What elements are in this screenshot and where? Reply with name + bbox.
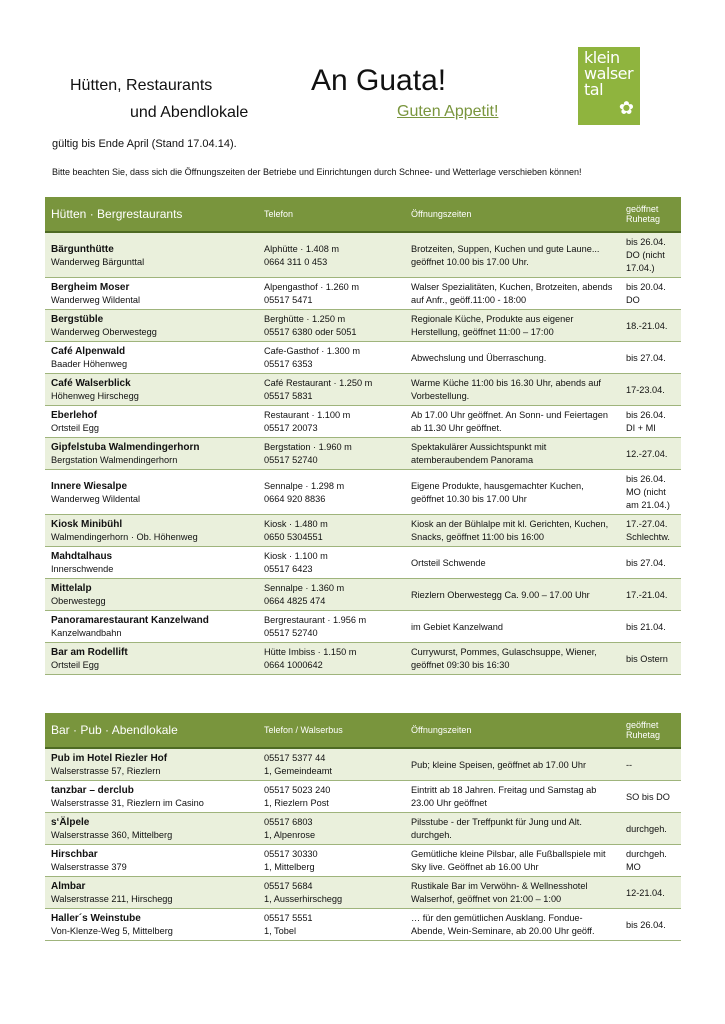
table-row xyxy=(45,781,681,813)
page-subtitle[interactable]: Guten Appetit! xyxy=(397,103,499,120)
hours-cell: Riezlern Oberwestegg Ca. 9.00 – 17.00 Uhr xyxy=(405,579,620,611)
open-cell: 12.-27.04. xyxy=(620,438,681,470)
venue-name: Kiosk Minibühl xyxy=(51,519,123,530)
venue-cell xyxy=(45,515,258,547)
open-cell: 17.-21.04. xyxy=(620,579,681,611)
venue-type: Restaurant · 1.100 m xyxy=(264,410,351,420)
phone-number: 0664 920 8836 xyxy=(264,493,326,504)
venue-type: Alpengasthof · 1.260 m xyxy=(264,282,359,292)
table-row xyxy=(45,438,681,470)
venue-location: Walserstrasse 379 xyxy=(51,862,127,872)
table-row xyxy=(45,232,681,278)
phone-cell xyxy=(258,611,405,643)
open-cell: SO bis DO xyxy=(620,781,681,813)
phone-cell xyxy=(258,877,405,909)
open-cell: bis 20.04. DO xyxy=(620,278,681,310)
venue-cell xyxy=(45,438,258,470)
phone-cell xyxy=(258,845,405,877)
venue-name: Gipfelstuba Walmendingerhorn xyxy=(51,442,200,453)
venue-type: Alphütte · 1.408 m xyxy=(264,243,340,254)
col-header-hours: Öffnungszeiten xyxy=(405,197,620,232)
hours-cell: Gemütliche kleine Pilsbar, alle Fußballspiele mit Sky live. Geöffnet ab 16.00 Uhr xyxy=(405,845,620,877)
hours-cell: Eintritt ab 18 Jahren. Freitag und Samstag ab 23.00 Uhr geöffnet xyxy=(405,781,620,813)
venue-type: Berghütte · 1.250 m xyxy=(264,314,346,324)
venue-location: Wanderweg Wildental xyxy=(51,295,141,305)
phone-number: 0650 5304551 xyxy=(264,532,323,542)
venue-cell xyxy=(45,748,258,781)
open-cell: 18.-21.04. xyxy=(620,310,681,342)
venue-name: Bergstüble xyxy=(51,314,104,325)
phone-number: 05517 5471 xyxy=(264,295,313,305)
open-cell: durchgeh. xyxy=(620,813,681,845)
venue-name: Pub im Hotel Riezler Hof xyxy=(51,753,168,764)
venue-type: 05517 30330 xyxy=(264,849,318,859)
venue-location: Walserstrasse 211, Hirschegg xyxy=(51,894,173,904)
venue-location: Walserstrasse 360, Mittelberg xyxy=(51,830,173,840)
open-cell: bis 27.04. xyxy=(620,547,681,579)
hours-cell: Eigene Produkte, hausgemachter Kuchen, geöffnet 10.30 bis 17.00 Uhr xyxy=(405,470,620,515)
hours-cell: Kiosk an der Bühlalpe mit kl. Gerichten, Kuchen, Snacks, geöffnet 11:00 bis 16:00 xyxy=(405,515,620,547)
hours-cell: Brotzeiten, Suppen, Kuchen und gute Laune... geöffnet 10.00 bis 17.00 Uhr. xyxy=(405,232,620,278)
hours-cell: Currywurst, Pommes, Gulaschsuppe, Wiener, geöffnet 09:30 bis 16:30 xyxy=(405,643,620,675)
venue-cell xyxy=(45,845,258,877)
venue-cell xyxy=(45,470,258,515)
venue-location: Ortsteil Egg xyxy=(51,423,99,433)
col-header-phone: Telefon / Walserbus xyxy=(258,713,405,748)
table-row xyxy=(45,278,681,310)
venue-location: Walserstrasse 31, Riezlern im Casino xyxy=(51,798,204,808)
hours-cell: Regionale Küche, Produkte aus eigener Herstellung, geöffnet 11:00 – 17:00 xyxy=(405,310,620,342)
phone-cell xyxy=(258,310,405,342)
venue-location: Walserstrasse 57, Riezlern xyxy=(51,766,161,776)
venue-type: 05517 6803 xyxy=(264,817,313,827)
venue-name: Hirschbar xyxy=(51,849,98,860)
phone-cell xyxy=(258,406,405,438)
venue-cell xyxy=(45,374,258,406)
venue-cell xyxy=(45,406,258,438)
phone-cell xyxy=(258,470,405,515)
venue-type: Bergrestaurant · 1.956 m xyxy=(264,615,367,625)
table-row xyxy=(45,579,681,611)
notice-text: Bitte beachten Sie, dass sich die Öffnungszeiten der Betriebe und Einrichtungen durch Schnee- und Wetterlage verschieben können! xyxy=(52,167,582,177)
venue-type: Café Restaurant · 1.250 m xyxy=(264,378,373,388)
venue-location: Höhenweg Hirschegg xyxy=(51,391,139,401)
table-row xyxy=(45,611,681,643)
phone-cell xyxy=(258,278,405,310)
open-cell: -- xyxy=(620,748,681,781)
table-row xyxy=(45,374,681,406)
hours-cell: Warme Küche 11:00 bis 16.30 Uhr, abends auf Vorbestellung. xyxy=(405,374,620,406)
logo-line2: walser xyxy=(584,64,634,83)
phone-cell xyxy=(258,781,405,813)
phone-number: 1, Tobel xyxy=(264,926,297,936)
hours-cell: im Gebiet Kanzelwand xyxy=(405,611,620,643)
phone-cell xyxy=(258,909,405,941)
header-line1: Hütten, Restaurants xyxy=(70,77,213,94)
venue-cell xyxy=(45,579,258,611)
hours-cell: Pub; kleine Speisen, geöffnet ab 17.00 Uhr xyxy=(405,748,620,781)
phone-number: 05517 52740 xyxy=(264,455,318,465)
col-header-phone: Telefon xyxy=(258,197,405,232)
venue-type: Bergstation · 1.960 m xyxy=(264,442,352,452)
phone-number: 05517 6353 xyxy=(264,359,313,369)
table-row xyxy=(45,342,681,374)
phone-number: 1, Gemeindeamt xyxy=(264,766,332,776)
venue-cell xyxy=(45,232,258,278)
phone-cell xyxy=(258,342,405,374)
venue-cell xyxy=(45,813,258,845)
hours-cell: Ab 17.00 Uhr geöffnet. An Sonn- und Feiertagen ab 11.30 Uhr geöffnet. xyxy=(405,406,620,438)
phone-cell xyxy=(258,438,405,470)
open-cell: bis Ostern xyxy=(620,643,681,675)
table-row xyxy=(45,845,681,877)
venue-type: Sennalpe · 1.298 m xyxy=(264,480,345,491)
table-row xyxy=(45,547,681,579)
phone-number: 0664 4825 474 xyxy=(264,596,326,606)
col-header-name: Bar · Pub · Abendlokale xyxy=(45,713,258,748)
venue-location: Walmendingerhorn · Ob. Höhenweg xyxy=(51,532,198,542)
table-header-row xyxy=(45,713,681,748)
venue-name: Bar am Rodellift xyxy=(51,647,128,658)
venue-type: 05517 5684 xyxy=(264,881,313,891)
venue-location: Oberwestegg xyxy=(51,596,106,606)
phone-cell xyxy=(258,579,405,611)
open-cell: bis 26.04. DO (nicht 17.04.) xyxy=(620,232,681,278)
phone-number: 05517 5831 xyxy=(264,391,313,401)
venue-type: 05517 5023 240 xyxy=(264,785,331,795)
table-row xyxy=(45,515,681,547)
phone-cell xyxy=(258,374,405,406)
phone-number: 05517 52740 xyxy=(264,628,318,638)
open-cell: bis 21.04. xyxy=(620,611,681,643)
open-cell: bis 26.04. xyxy=(620,909,681,941)
venue-location: Ortsteil Egg xyxy=(51,660,99,670)
venue-type: 05517 5377 44 xyxy=(264,753,326,763)
venue-name: Eberlehof xyxy=(51,410,98,421)
huts-table xyxy=(45,197,681,675)
hours-cell: Ortsteil Schwende xyxy=(405,547,620,579)
venue-location: Wanderweg Oberwestegg xyxy=(51,327,157,337)
venue-name: s‘Älpele xyxy=(51,817,90,828)
phone-number: 1, Riezlern Post xyxy=(264,798,329,808)
table-row xyxy=(45,310,681,342)
page-title: An Guata! xyxy=(311,64,447,97)
venue-cell xyxy=(45,611,258,643)
venue-cell xyxy=(45,310,258,342)
venue-name: Panoramarestaurant Kanzelwand xyxy=(51,615,209,626)
logo-line1: klein xyxy=(584,48,620,67)
phone-cell xyxy=(258,643,405,675)
open-cell: bis 26.04. MO (nicht am 21.04.) xyxy=(620,470,681,515)
venue-cell xyxy=(45,342,258,374)
phone-cell xyxy=(258,813,405,845)
venue-location: Innerschwende xyxy=(51,564,114,574)
phone-number: 05517 6380 oder 5051 xyxy=(264,327,357,337)
venue-cell xyxy=(45,781,258,813)
phone-cell xyxy=(258,232,405,278)
table-row xyxy=(45,643,681,675)
phone-number: 1, Mittelberg xyxy=(264,862,315,872)
edelweiss-icon: ✿ xyxy=(618,98,634,119)
venue-name: Café Walserblick xyxy=(51,378,131,389)
venue-type: Kiosk · 1.480 m xyxy=(264,519,328,529)
logo-line3: tal xyxy=(584,80,604,99)
venue-type: Hütte Imbiss · 1.150 m xyxy=(264,647,357,657)
venue-cell xyxy=(45,877,258,909)
venue-location: Wanderweg Wildental xyxy=(51,493,141,504)
phone-number: 1, Ausserhirschegg xyxy=(264,894,343,904)
hours-cell: Pilsstube - der Treffpunkt für Jung und Alt. durchgeh. xyxy=(405,813,620,845)
venue-name: Innere Wiesalpe xyxy=(51,480,128,492)
bars-table xyxy=(45,713,681,941)
venue-name: Almbar xyxy=(51,881,86,892)
validity-text: gültig bis Ende April (Stand 17.04.14). xyxy=(52,138,237,150)
table-row xyxy=(45,748,681,781)
venue-type: Kiosk · 1.100 m xyxy=(264,551,328,561)
hours-cell: Walser Spezialitäten, Kuchen, Brotzeiten, abends auf Anfr., geöff.11:00 - 18:00 xyxy=(405,278,620,310)
col-header-hours: Öffnungszeiten xyxy=(405,713,620,748)
hours-cell: Abwechslung und Überraschung. xyxy=(405,342,620,374)
venue-name: Mittelalp xyxy=(51,583,92,594)
phone-number: 1, Alpenrose xyxy=(264,830,316,840)
hours-cell: … für den gemütlichen Ausklang. Fondue-Abende, Wein-Seminare, ab 20.00 Uhr geöff. xyxy=(405,909,620,941)
table-row xyxy=(45,406,681,438)
open-cell: 12-21.04. xyxy=(620,877,681,909)
venue-name: Café Alpenwald xyxy=(51,346,126,357)
venue-name: Haller´s Weinstube xyxy=(51,913,141,924)
venue-name: Bergheim Moser xyxy=(51,282,130,293)
open-cell: bis 27.04. xyxy=(620,342,681,374)
venue-name: Bärgunthütte xyxy=(51,243,114,255)
phone-number: 05517 20073 xyxy=(264,423,318,433)
phone-cell xyxy=(258,748,405,781)
open-cell: durchgeh. MO xyxy=(620,845,681,877)
table-row xyxy=(45,470,681,515)
table-row xyxy=(45,813,681,845)
venue-type: 05517 5551 xyxy=(264,913,313,923)
venue-cell xyxy=(45,547,258,579)
venue-cell xyxy=(45,909,258,941)
phone-number: 0664 1000642 xyxy=(264,660,323,670)
venue-name: tanzbar – derclub xyxy=(51,785,134,796)
venue-type: Cafe-Gasthof · 1.300 m xyxy=(264,346,361,356)
phone-number: 05517 6423 xyxy=(264,564,313,574)
table-row xyxy=(45,909,681,941)
venue-location: Kanzelwandbahn xyxy=(51,628,122,638)
open-cell: 17.-27.04. Schlechtw. xyxy=(620,515,681,547)
table-header-row xyxy=(45,197,681,232)
open-cell: 17-23.04. xyxy=(620,374,681,406)
venue-cell xyxy=(45,643,258,675)
hours-cell: Rustikale Bar im Verwöhn- & Wellnesshotel Walserhof, geöffnet von 21:00 – 1:00 xyxy=(405,877,620,909)
venue-location: Bergstation Walmendingerhorn xyxy=(51,455,178,465)
phone-cell xyxy=(258,547,405,579)
hours-cell: Spektakulärer Aussichtspunkt mit atemberaubendem Panorama xyxy=(405,438,620,470)
col-header-open: geöffnet Ruhetag xyxy=(620,197,681,232)
phone-number: 0664 311 0 453 xyxy=(264,256,328,267)
venue-location: Baader Höhenweg xyxy=(51,359,128,369)
venue-location: Von-Klenze-Weg 5, Mittelberg xyxy=(51,926,173,936)
venue-name: Mahdtalhaus xyxy=(51,551,113,562)
venue-type: Sennalpe · 1.360 m xyxy=(264,583,345,593)
venue-location: Wanderweg Bärgunttal xyxy=(51,256,145,267)
open-cell: bis 26.04. DI + MI xyxy=(620,406,681,438)
col-header-name: Hütten · Bergrestaurants xyxy=(45,197,258,232)
table-row xyxy=(45,877,681,909)
kleinwalsertal-logo xyxy=(578,47,640,125)
venue-cell xyxy=(45,278,258,310)
header-line2: und Abendlokale xyxy=(130,104,249,121)
col-header-open: geöffnet Ruhetag xyxy=(620,713,681,748)
phone-cell xyxy=(258,515,405,547)
